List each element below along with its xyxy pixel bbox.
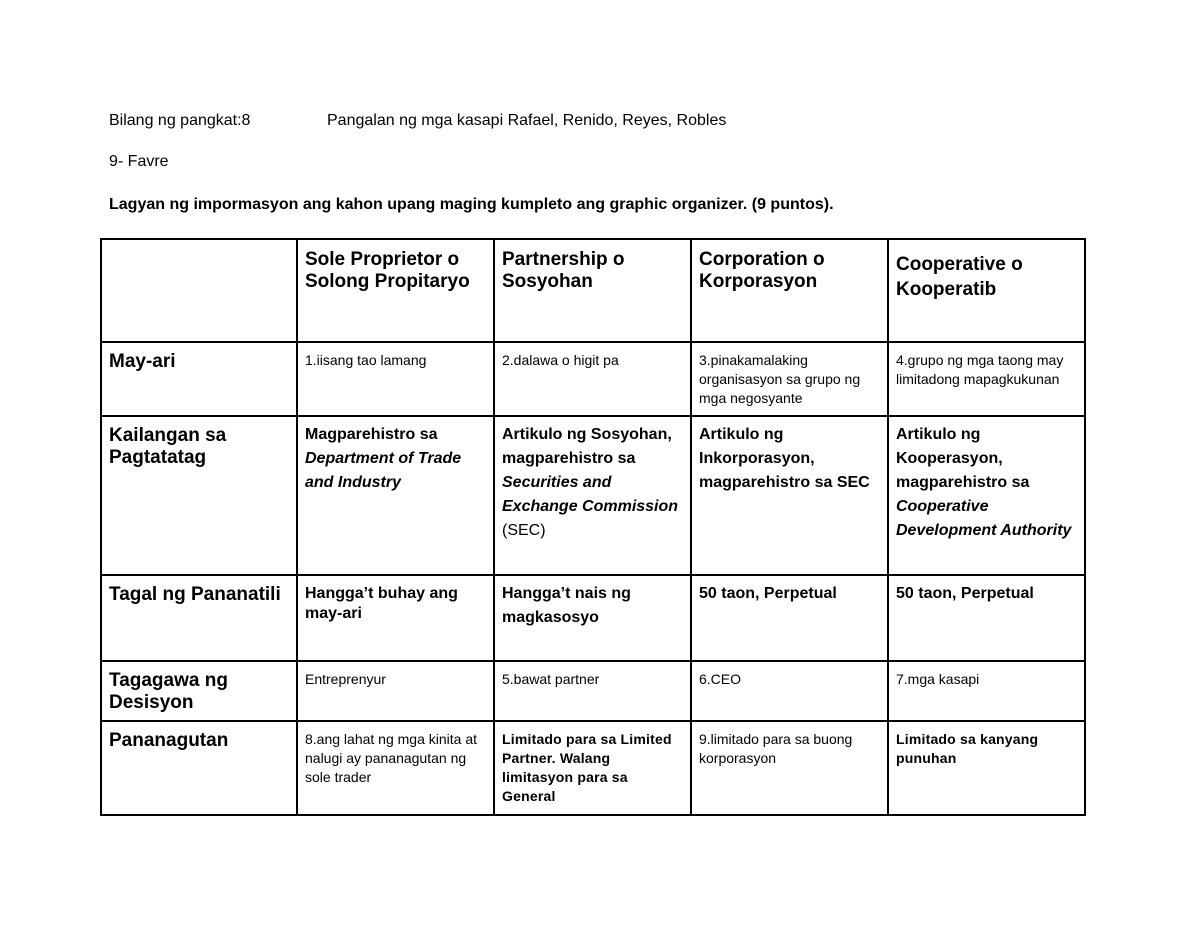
section-line: 9- Favre	[109, 153, 169, 170]
row-label-cell: Tagal ng Pananatili	[101, 575, 297, 661]
table-cell: Entreprenyur	[297, 661, 494, 721]
table-cell: 2.dalawa o higit pa	[494, 342, 691, 416]
table-cell: Limitado sa kanyang punuhan	[888, 721, 1085, 815]
table-cell	[494, 416, 691, 575]
cell-text: Magparehistro sa	[305, 426, 438, 443]
table-cell	[297, 416, 494, 575]
row-label-cell: Pananagutan	[101, 721, 297, 815]
row-kailangan	[101, 416, 1085, 575]
table-cell: 5.bawat partner	[494, 661, 691, 721]
table-cell: Hangga’t buhay ang may-ari	[297, 575, 494, 661]
row-label-cell: Kailangan sa Pagtatatag	[101, 416, 297, 575]
header-cell-empty	[101, 239, 297, 342]
row-pananagutan	[101, 721, 1085, 815]
table-cell: 1.iisang tao lamang	[297, 342, 494, 416]
cell-italic-text: Cooperative Development Authority	[896, 498, 1072, 539]
row-label-cell: Tagagawa ng Desisyon	[101, 661, 297, 721]
table-cell: 3.pinakamalaking organisasyon sa grupo ng mga negosyante	[691, 342, 888, 416]
table-cell: Artikulo ng Inkorporasyon, magparehistro sa SEC	[691, 416, 888, 575]
cell-text: Artikulo ng Kooperasyon, magparehistro sa	[896, 426, 1030, 491]
table-cell: 50 taon, Perpetual	[691, 575, 888, 661]
header-cell-corporation: Corporation o Korporasyon	[691, 239, 888, 342]
instruction-text: Lagyan ng impormasyon ang kahon upang maging kumpleto ang graphic organizer. (9 puntos).	[109, 196, 834, 213]
cell-text: (SEC)	[502, 522, 546, 539]
row-tagagawa	[101, 661, 1085, 721]
table-cell: 7.mga kasapi	[888, 661, 1085, 721]
table-cell: 4.grupo ng mga taong may limitadong mapagkukunan	[888, 342, 1085, 416]
table-cell: 9.limitado para sa buong korporasyon	[691, 721, 888, 815]
table-cell: 50 taon, Perpetual	[888, 575, 1085, 661]
row-may-ari	[101, 342, 1085, 416]
table-cell: Hangga’t nais ng magkasosyo	[494, 575, 691, 661]
graphic-organizer-table	[100, 238, 1086, 816]
table-cell: 8.ang lahat ng mga kinita at nalugi ay pananagutan ng sole trader	[297, 721, 494, 815]
table-cell: 6.CEO	[691, 661, 888, 721]
table-cell	[888, 416, 1085, 575]
cell-text: Artikulo ng Sosyohan, magparehistro sa	[502, 426, 672, 467]
group-members-label: Pangalan ng mga kasapi Rafael, Renido, Reyes, Robles	[327, 112, 727, 129]
row-label-cell: May-ari	[101, 342, 297, 416]
cell-italic-text: Securities and Exchange Commission	[502, 474, 679, 515]
header-cell-partnership: Partnership o Sosyohan	[494, 239, 691, 342]
header-cell-cooperative: Cooperative o Kooperatib	[888, 239, 1085, 342]
group-info-line	[109, 112, 727, 130]
table-cell: Limitado para sa Limited Partner. Walang limitasyon para sa General	[494, 721, 691, 815]
cell-italic-text: Department of Trade and Industry	[305, 450, 462, 491]
group-number-label: Bilang ng pangkat:8	[109, 112, 251, 129]
header-row	[101, 239, 1085, 342]
row-tagal	[101, 575, 1085, 661]
header-cell-sole-proprietor: Sole Proprietor o Solong Propitaryo	[297, 239, 494, 342]
